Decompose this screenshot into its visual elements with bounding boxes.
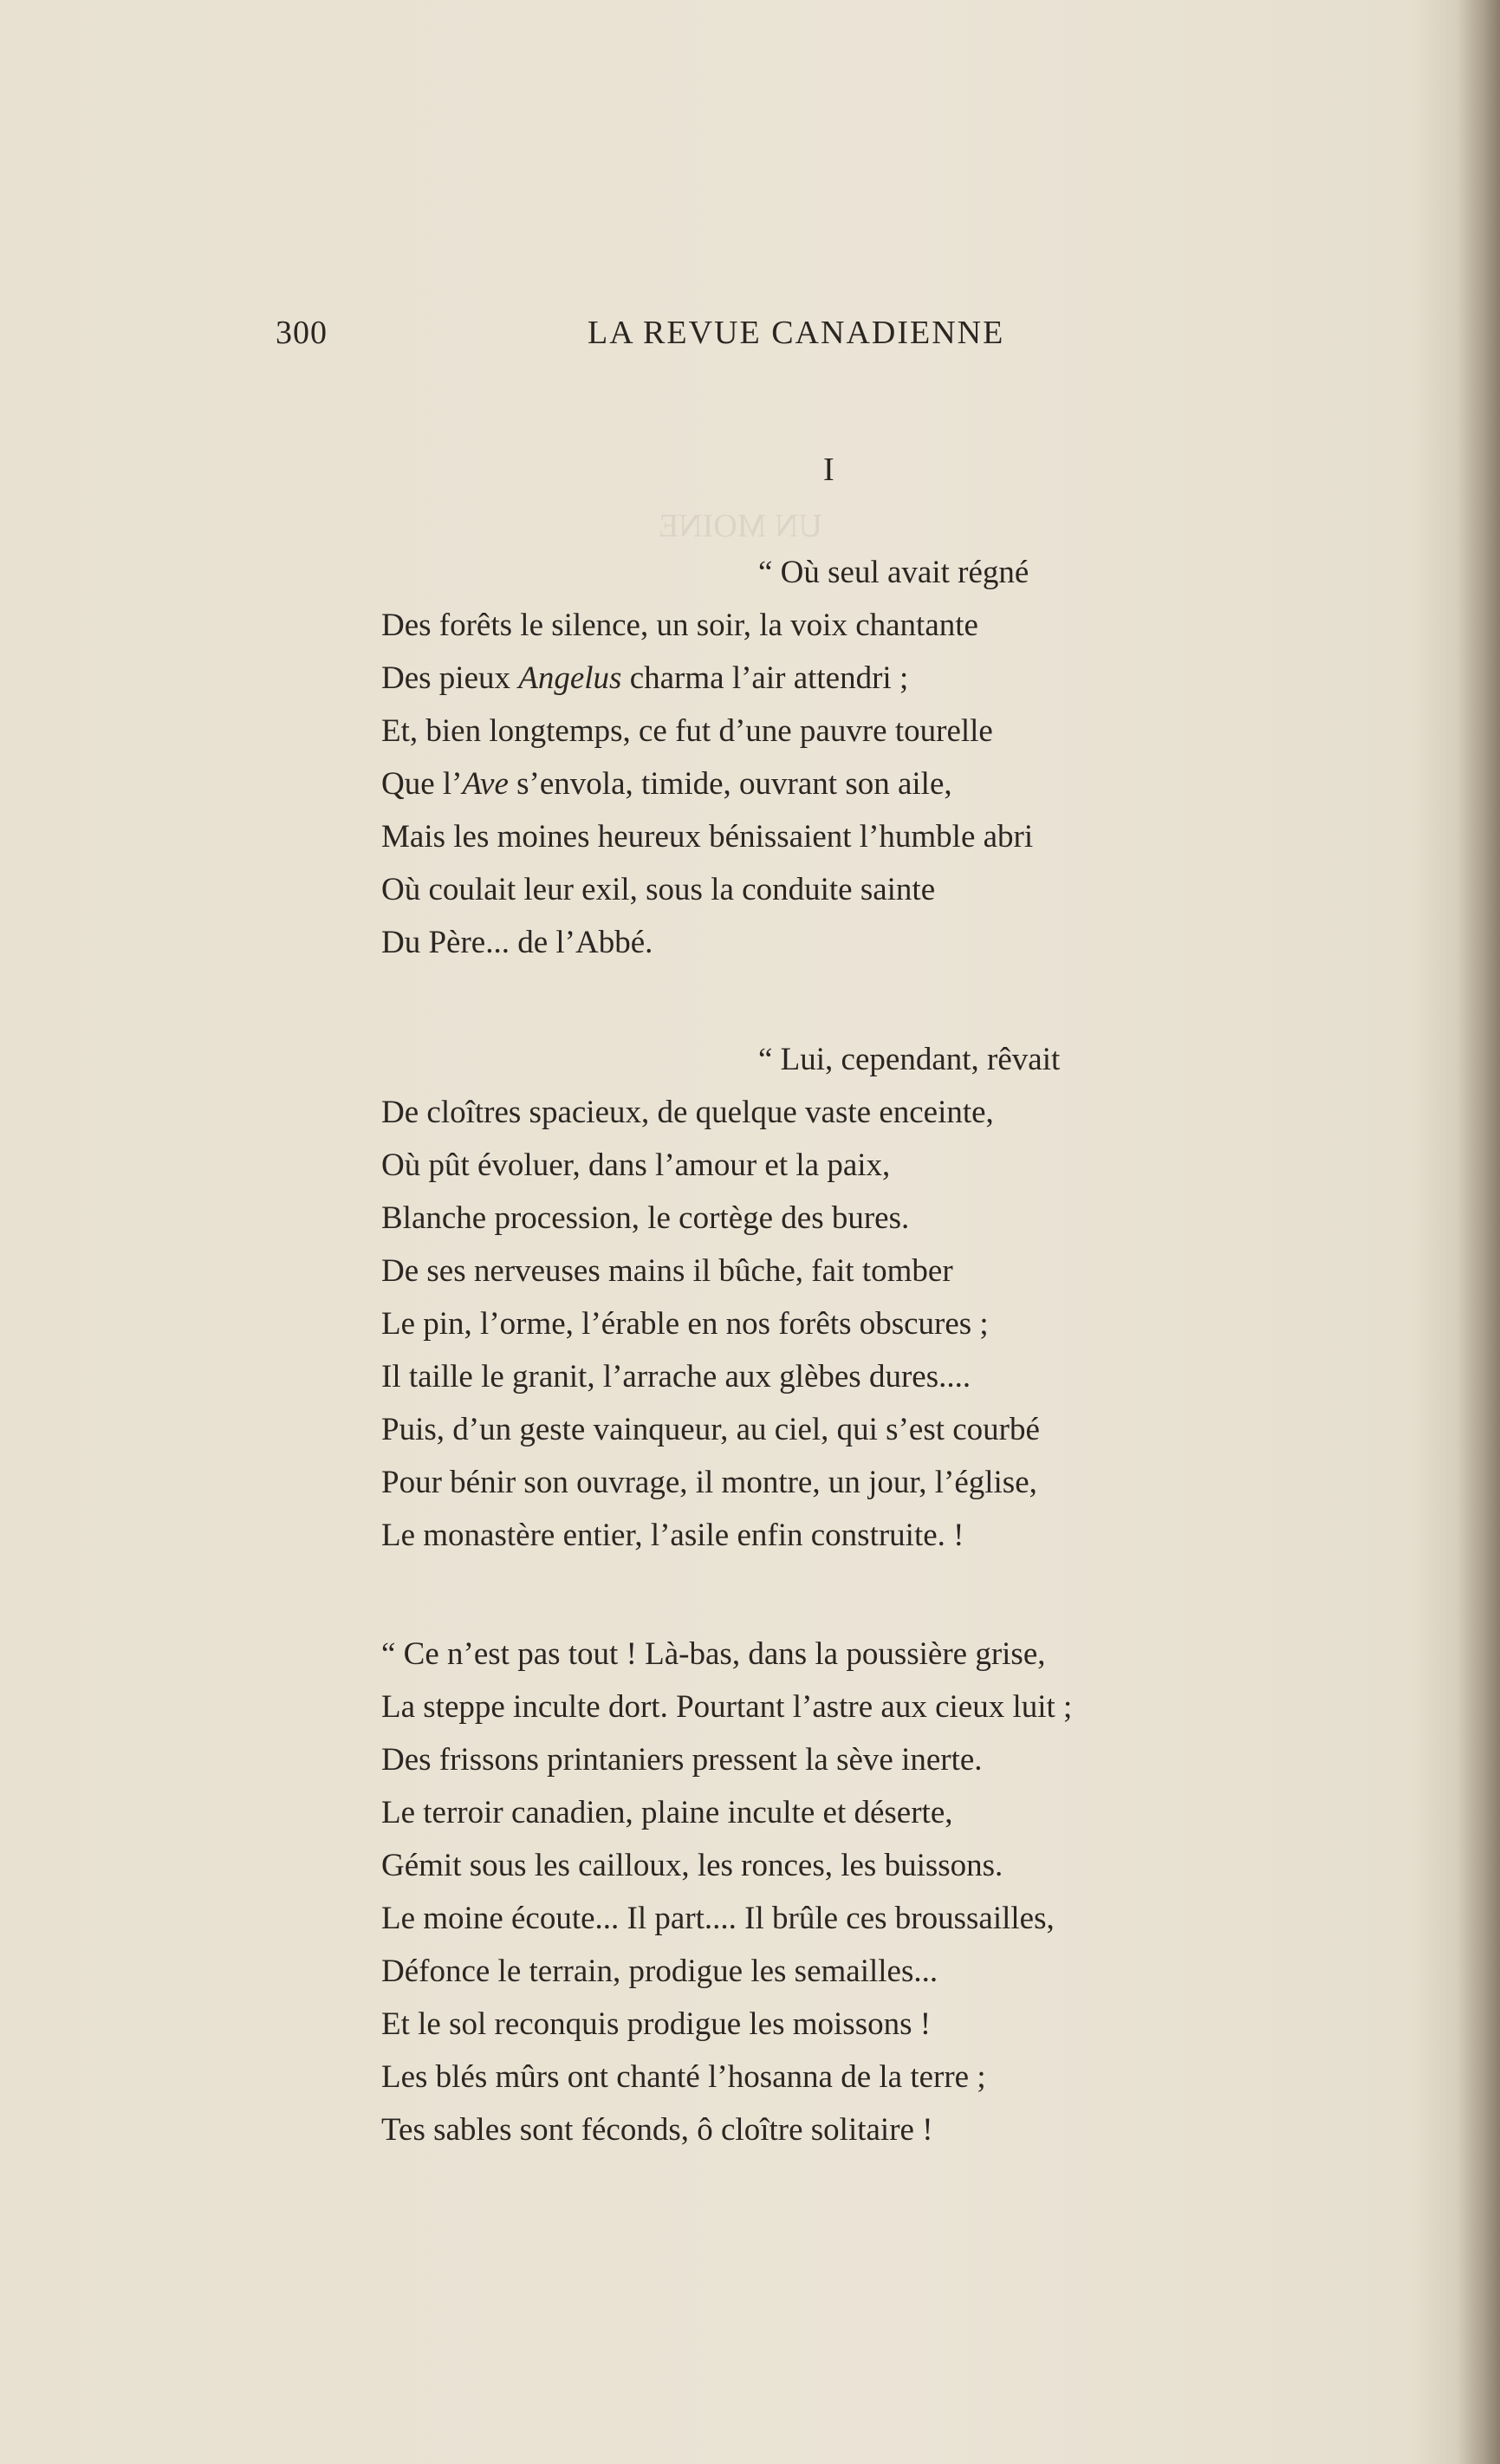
verse-line: “ Ce n’est pas tout ! Là-bas, dans la poussière grise, [381,1636,1046,1672]
verse-line [381,757,1248,810]
verse-line: Blanche procession, le cortège des bures. [381,1200,910,1236]
verse-line: Le monastère entier, l’asile enfin construite. ! [381,1518,964,1553]
stanza-3 [381,1628,1248,2156]
verse-line: Des frissons printaniers pressent la sève inerte. [381,1742,983,1778]
verse-line: De ses nerveuses mains il bûche, fait tomber [381,1253,953,1289]
italic-word: Angelus [518,660,622,696]
verse-line: “ Lui, cependant, rêvait [758,1042,1061,1077]
section-numeral: I [823,452,834,488]
verse-line: Où coulait leur exil, sous la conduite sainte [381,872,936,907]
page-header [276,314,1081,357]
verse-line: Puis, d’un geste vainqueur, au ciel, qui s’est courbé [381,1412,1040,1447]
verse-line: Les blés mûrs ont chanté l’hosanna de la terre ; [381,2059,986,2095]
verse-line-text: charma l’air attendri ; [621,660,909,696]
verse-line: Où pût évoluer, dans l’amour et la paix, [381,1147,891,1183]
verse-line-text: Des pieux [381,660,519,696]
page-number: 300 [276,315,328,351]
verse-line: Le terroir canadien, plaine inculte et déserte, [381,1795,953,1830]
verse-line: Et, bien longtemps, ce fut d’une pauvre tourelle [381,713,993,749]
verse-line: Le moine écoute... Il part.... Il brûle ces broussailles, [381,1901,1055,1936]
verse-line: Et le sol reconquis prodigue les moissons ! [381,2006,932,2042]
running-title: LA REVUE CANADIENNE [588,315,1005,351]
spine-shadow [1457,0,1500,2464]
verse-line: Tes sables sont féconds, ô cloître solitaire ! [381,2112,933,2148]
verse-line: La steppe inculte dort. Pourtant l’astre aux cieux luit ; [381,1689,1073,1725]
verse-line: Il taille le granit, l’arrache aux glèbes dures.... [381,1359,971,1395]
stanza-1 [381,546,1248,969]
verse-line-text: s’envola, timide, ouvrant son aile, [508,766,952,802]
verse-line: “ Où seul avait régné [758,555,1029,590]
verse-line: Le pin, l’orme, l’érable en nos forêts obscures ; [381,1306,989,1342]
verse-line: Des forêts le silence, un soir, la voix chantante [381,608,978,643]
italic-word: Ave [462,766,509,802]
verse-line: Gémit sous les cailloux, les ronces, les buissons. [381,1848,1003,1883]
verse-line: Défonce le terrain, prodigue les semailles... [381,1954,938,1989]
verse-line: De cloîtres spacieux, de quelque vaste enceinte, [381,1095,994,1130]
stanza-2 [381,1033,1248,1562]
verse-line: Mais les moines heureux bénissaient l’humble abri [381,819,1034,855]
verse-line-text: Que l’ [381,766,463,802]
verse-line [381,652,1248,705]
show-through-text: UN MOINE [659,508,822,544]
verse-line: Du Père... de l’Abbé. [381,925,653,960]
verse-line: Pour bénir son ouvrage, il montre, un jour, l’église, [381,1465,1037,1500]
